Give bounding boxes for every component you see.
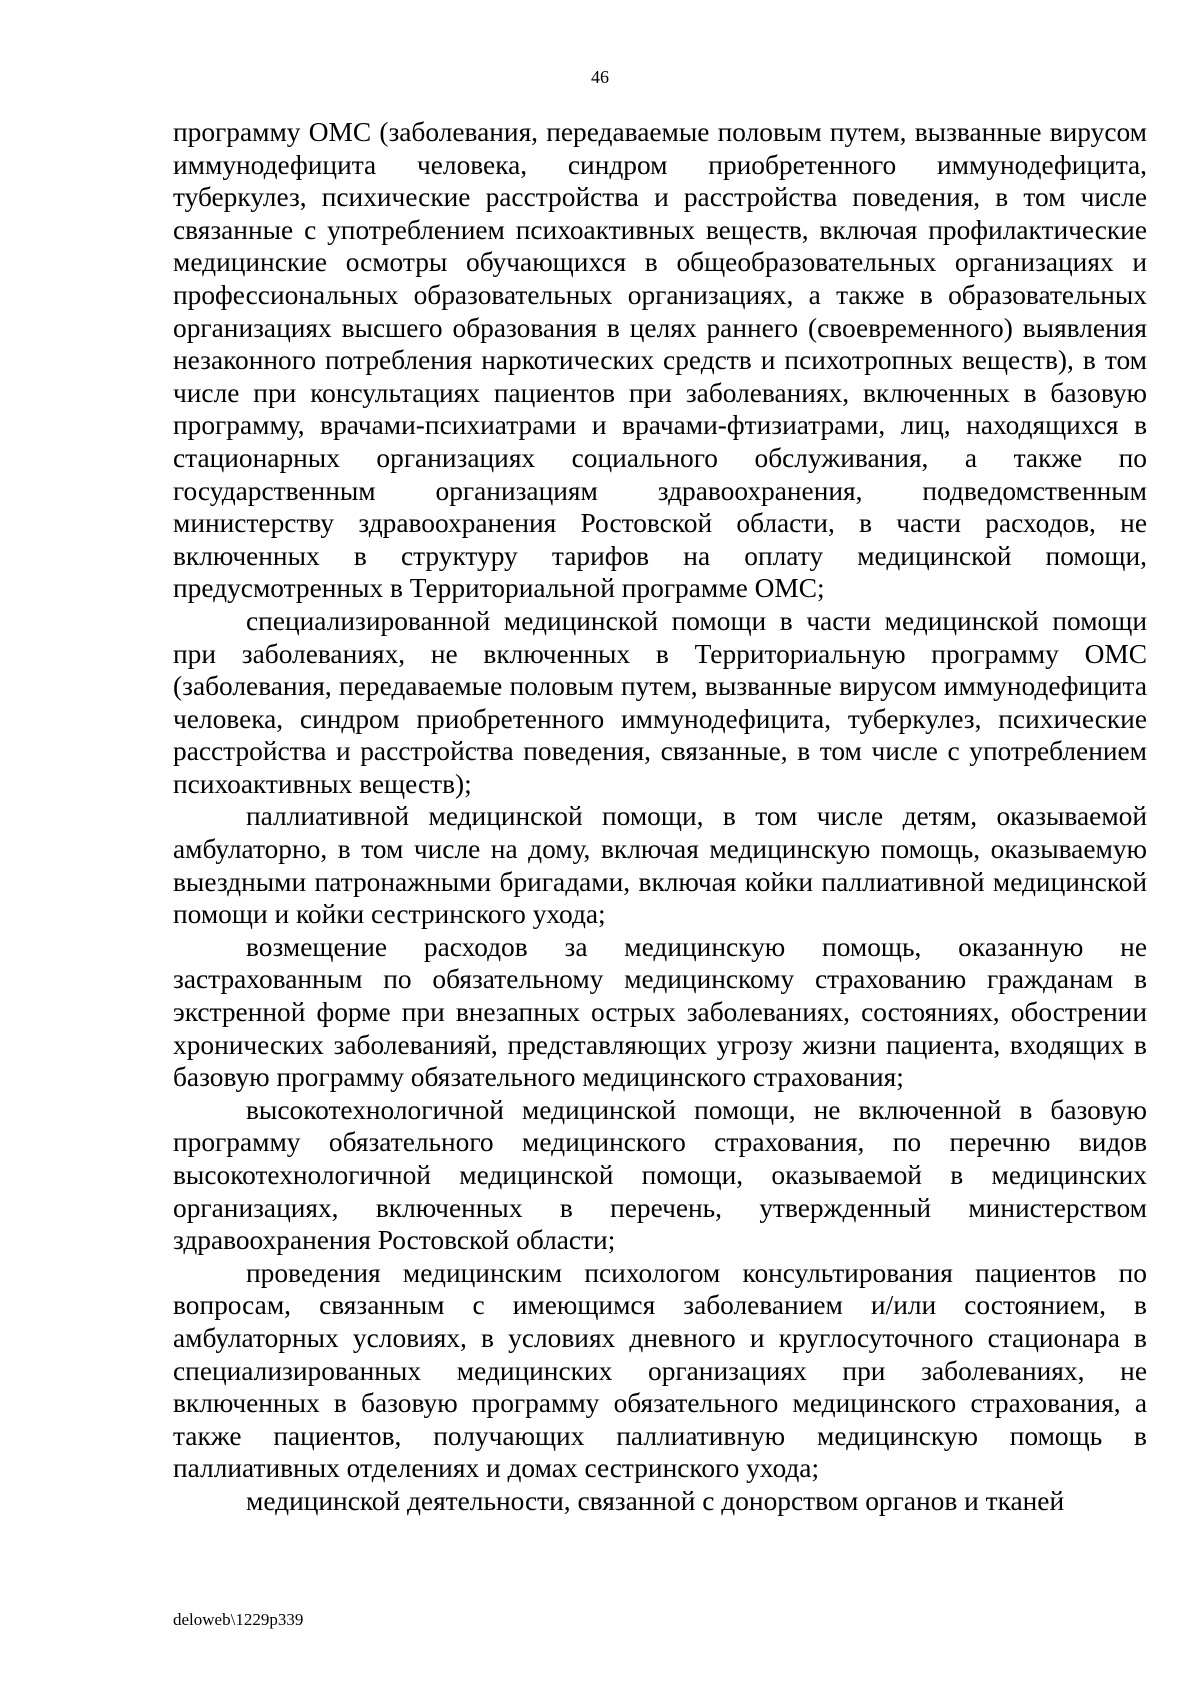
paragraph-palliative-care: паллиативной медицинской помощи, в том числе детям, оказываемой амбулаторно, в том числе на дому, включая медицинскую помощь, оказываемую выездными патронажными бригадами, включая койки паллиативной медицинской помощи и койки сестринского ухода; — [173, 801, 1147, 930]
paragraph-psychologist-counseling: проведения медицинским психологом консультирования пациентов по вопросам, связанным с имеющимся заболеванием и/или состоянием, в амбулаторных условиях, в условиях дневного и круглосуточного стационара в специализированных медицинских организациях при заболеваниях, не включенных в базовую программу обязательного медицинского страхования, а также пациентов, получающих паллиативную медицинскую помощь в паллиативных отделениях и домах сестринского ухода; — [173, 1257, 1147, 1484]
paragraph-organ-donation: медицинской деятельности, связанной с донорством органов и тканей — [246, 1485, 1065, 1516]
document-code: deloweb\1229p339 — [173, 1610, 304, 1629]
paragraph-uninsured-reimbursement: возмещение расходов за медицинскую помощь, оказанную не застрахованным по обязательному медицинскому страхованию гражданам в экстренной форме при внезапных острых заболеваниях, состояниях, обострении хронических заболеванияй, представляющих угрозу жизни пациента, входящих в базовую программу обязательного медицинского страхования; — [173, 931, 1147, 1093]
paragraph-high-tech-care: высокотехнологичной медицинской помощи, не включенной в базовую программу обязательного медицинского страхования, по перечню видов высокотехнологичной медицинской помощи, оказываемой в медицинских организациях, включенных в перечень, утвержденный министерством здравоохранения Ростовской области; — [173, 1094, 1147, 1256]
paragraph-specialized-care: специализированной медицинской помощи в части медицинской помощи при заболеваниях, не включенных в Территориальную программу ОМС (заболевания, передаваемые половым путем, вызванные вирусом иммунодефицита человека, синдром приобретенного иммунодефицита, туберкулез, психические расстройства и расстройства поведения, связанные, в том числе с употреблением психоактивных веществ); — [173, 605, 1147, 799]
paragraph-oms-diseases: программу ОМС (заболевания, передаваемые половым путем, вызванные вирусом иммунодефицита человека, синдром приобретенного иммунодефицита, туберкулез, психические расстройства и расстройства поведения, в том числе связанные с употреблением психоактивных веществ, включая профилактические медицинские осмотры обучающихся в общеобразовательных организациях и профессиональных образовательных организациях, а также в образовательных организациях высшего образования в целях раннего (своевременного) выявления незаконного потребления наркотических средств и психотропных веществ), в том числе при консультациях пациентов при заболеваниях, включенных в базовую программу, врачами-психиатрами и врачами-фтизиатрами, лиц, находящихся в стационарных организациях социального обслуживания, а также по государственным организациям здравоохранения, подведомственным министерству здравоохранения Ростовской области, в части расходов, не включенных в структуру тарифов на оплату медицинской помощи, предусмотренных в Территориальной программе ОМС; — [173, 117, 1147, 604]
document-body — [173, 116, 1147, 1518]
page-number: 46 — [591, 67, 609, 87]
